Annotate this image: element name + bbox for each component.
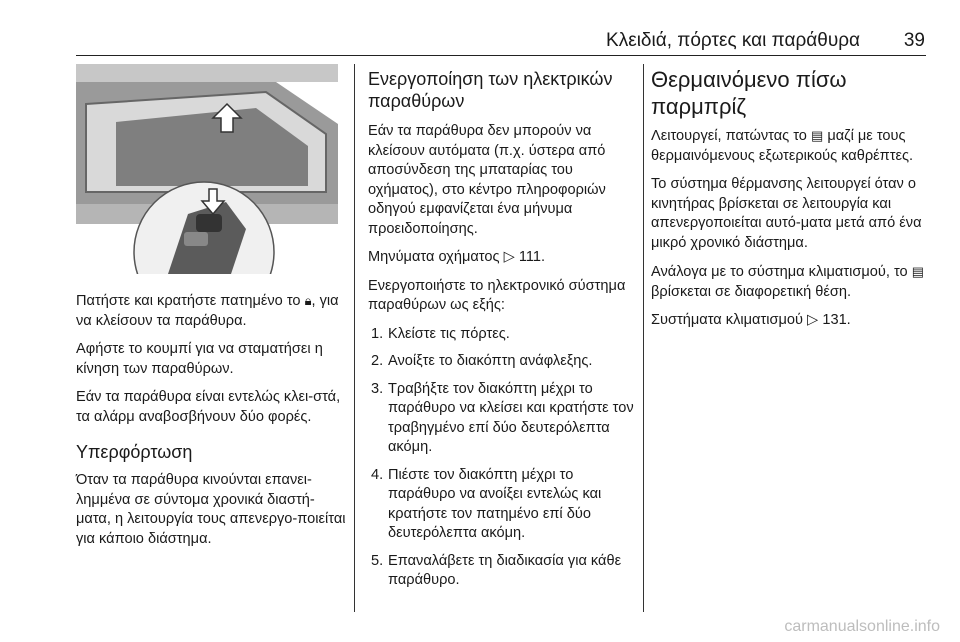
list-item: 3. Τραβήξτε τον διακόπτη μέχρι το παράθυρο να κλείσει και κρατήστε τον τραβηγμένο επί δύο δευτερόλεπτα ακόμη. — [371, 380, 634, 455]
list-item: 5. Επαναλάβετε τη διαδικασία για κάθε παράθυρο. — [371, 552, 622, 588]
list-item: 2. Ανοίξτε το διακόπτη ανάφλεξης. — [371, 353, 593, 369]
activation-description: Εάν τα παράθυρα δεν μπορούν να κλείσουν αυτόματα (π.χ. ύστερα από αποσύνδεση της μπαταρίας του οχήματος), στο κέντρο πληροφοριών οδηγού εμφανίζεται ένα μήνυμα προειδοποίησης. — [368, 123, 606, 237]
page-number: 39 — [903, 30, 925, 51]
instruction-close-windows: Πατήστε και κρατήστε πατημένο το 🔒︎, για να κλείσουν τα παράθυρα. — [76, 293, 339, 329]
list-item: 1. Κλείστε τις πόρτες. — [371, 325, 510, 342]
header-title: Κλειδιά, πόρτες και παράθυρα — [606, 30, 860, 51]
column-divider-2 — [643, 64, 644, 612]
window-lock-icon: 🔒︎ — [304, 293, 312, 308]
activation-intro: Ενεργοποιήστε το ηλεκτρονικό σύστημα παραθύρων ως εξής: — [368, 277, 626, 313]
watermark: carmanualsonline.info — [784, 618, 940, 635]
instruction-alarm-flash: Εάν τα παράθυρα είναι εντελώς κλει-στά, τα αλάρμ αναβοσβήνουν δύο φορές. — [76, 389, 341, 425]
heating-operation: Λειτουργεί, πατώντας το ▤ μαζί με τους θερμαινόμενους εξωτερικούς καθρέπτες. — [651, 128, 914, 164]
column-2 — [368, 64, 636, 599]
reference-arrow-icon: ▷ — [503, 249, 515, 265]
column-1 — [76, 291, 346, 558]
column-divider-1 — [354, 64, 355, 612]
list-item: 4. Πιέστε τον διακόπτη μέχρι το παράθυρο να ανοίξει εντελώς και κρατήστε τον πατημένο επί δύο δευτερόλεπτα ακόμη. — [371, 466, 602, 541]
reference-arrow-icon: ▷ — [807, 312, 819, 328]
climate-systems-reference: Συστήματα κλιματισμού ▷ 131. — [651, 312, 851, 328]
instruction-release: Αφήστε το κουμπί για να σταματήσει η κίνηση των παραθύρων. — [76, 341, 323, 377]
window-key-illustration — [76, 64, 338, 274]
section-heading-rear-window-heating: Θερμαινόμενο πίσω παρμπρίζ — [651, 67, 847, 119]
rear-defrost-icon: ▤ — [911, 264, 924, 279]
section-heading-overload: Υπερφόρτωση — [76, 442, 193, 462]
activation-steps — [368, 325, 636, 591]
header-rule — [76, 55, 926, 56]
vehicle-messages-reference: Μηνύματα οχήματος ▷ 111. — [368, 249, 546, 265]
heating-position-note: Ανάλογα με το σύστημα κλιματισμού, το ▤ βρίσκεται σε διαφορετική θέση. — [651, 264, 924, 300]
overload-description: Όταν τα παράθυρα κινούνται επανει-λημμένα σε σύντομα χρονικά διαστή-ματα, η λειτουργία τους απενεργο-ποιείται για κάποιο διάστημα. — [76, 472, 346, 547]
column-3 — [651, 64, 931, 340]
section-heading-activation: Ενεργοποίηση των ηλεκτρικών παραθύρων — [368, 69, 613, 111]
heating-system-description: Το σύστημα θέρμανσης λειτουργεί όταν ο κινητήρας βρίσκεται σε λειτουργία και απενεργοποιείται αυτό-ματα μετά από ένα μικρό χρονικό διάστημα. — [651, 176, 922, 251]
rear-defrost-icon: ▤ — [810, 128, 824, 143]
